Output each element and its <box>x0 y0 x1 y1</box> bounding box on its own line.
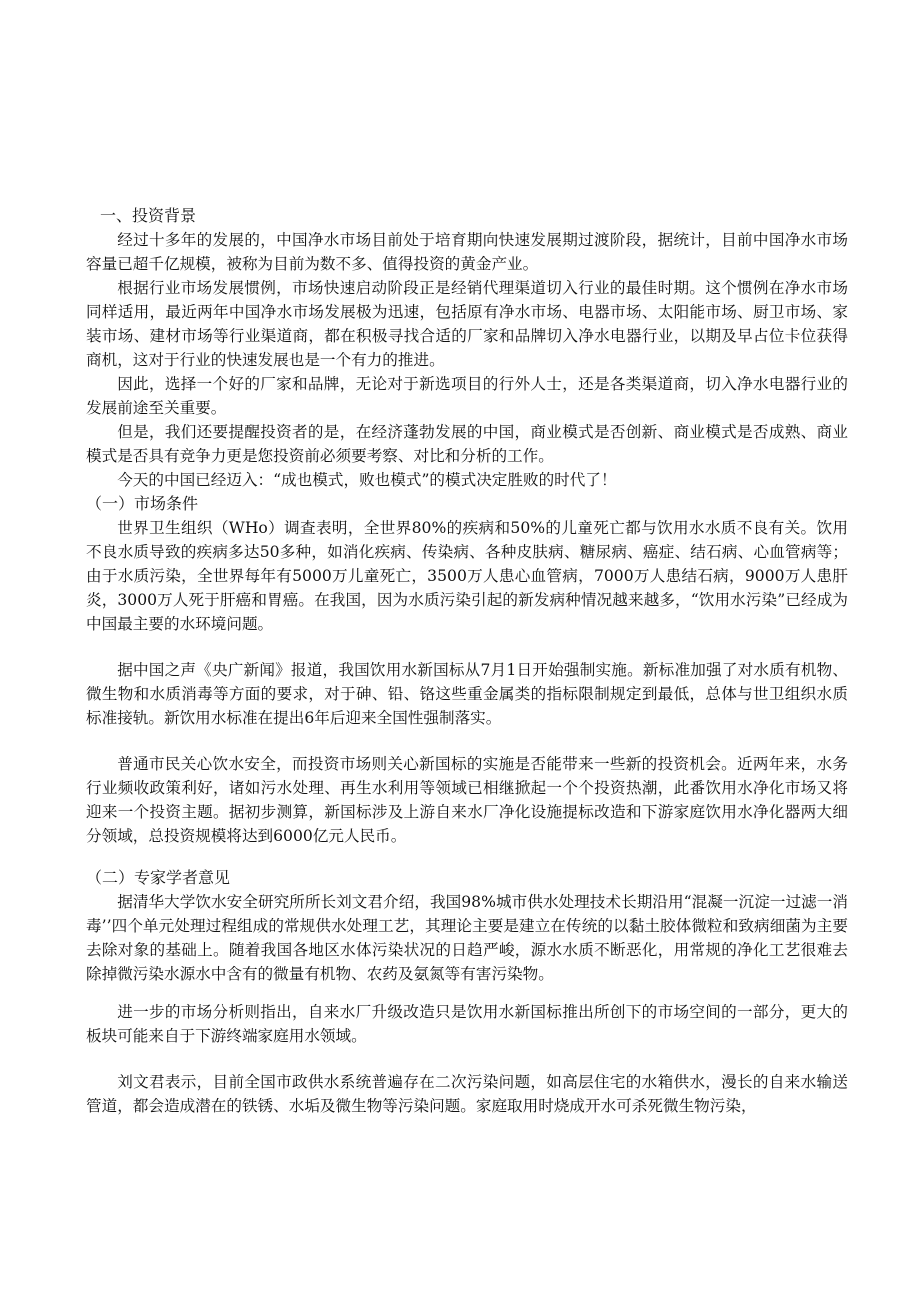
paragraph: 因此，选择一个好的厂家和品牌，无论对于新选项目的行外人士，还是各类渠道商，切入净水电器行业的发展前途至关重要。 <box>86 375 848 417</box>
document-body <box>86 204 848 1118</box>
paragraph: 普通市民关心饮水安全，而投资市场则关心新国标的实施是否能带来一些新的投资机会。近两年来，水务行业频收政策利好，诸如污水处理、再生水利用等领域已相继掀起一个个投资热潮，此番饮用水净化市场又将迎来一个投资主题。据初步测算，新国标涉及上游自来水厂净化设施提标改造和下游家庭饮用水净化器两大细分领域，总投资规模将达到6000亿元人民币。 <box>86 755 848 845</box>
paragraph: 据中国之声《央广新闻》报道，我国饮用水新国标从7月1日开始强制实施。新标准加强了对水质有机物、微生物和水质消毒等方面的要求，对于砷、铅、铬这些重金属类的指标限制规定到最低，总体与世卫组织水质标准接轨。新饮用水标准在提出6年后迎来全国性强制落实。 <box>86 661 848 727</box>
paragraph: 刘文君表示，目前全国市政供水系统普遍存在二次污染问题，如高层住宅的水箱供水，漫长的自来水输送管道，都会造成潜在的铁锈、水垢及微生物等污染问题。家庭取用时烧成开水可杀死微生物污染， <box>86 1073 848 1115</box>
paragraph: 经过十多年的发展的，中国净水市场目前处于培育期向快速发展期过渡阶段，据统计，目前中国净水市场容量已超千亿规模，被称为目前为数不多、值得投资的黄金产业。 <box>86 231 848 273</box>
section-heading-investment-background: 一、投资背景 <box>100 206 197 225</box>
subsection-heading-expert-opinions: （二）专家学者意见 <box>86 868 231 887</box>
paragraph: 今天的中国已经迈入：“成也模式，败也模式”的模式决定胜败的时代了！ <box>117 471 617 489</box>
paragraph: 但是，我们还要提醒投资者的是，在经济蓬勃发展的中国，商业模式是否创新、商业模式是否成熟、商业模式是否具有竞争力更是您投资前必须要考察、对比和分析的工作。 <box>86 423 848 465</box>
paragraph: 世界卫生组织（WHo）调查表明，全世界80%的疾病和50%的儿童死亡都与饮用水水质不良有关。饮用不良水质导致的疾病多达50多种，如消化疾病、传染病、各种皮肤病、糖尿病、癌症、结石病、心血管病等；由于水质污染，全世界每年有5000万儿童死亡，3500万人患心血管病，7000万人患结石病，9000万人患肝炎，3000万人死于肝癌和胃癌。在我国，因为水质污染引起的新发病种情况越来越多，“饮用水污染”已经成为中国最主要的水环境问题。 <box>86 519 848 633</box>
paragraph: 进一步的市场分析则指出，自来水厂升级改造只是饮用水新国标推出所创下的市场空间的一部分，更大的板块可能来自于下游终端家庭用水领域。 <box>86 1003 848 1045</box>
paragraph: 根据行业市场发展惯例，市场快速启动阶段正是经销代理渠道切入行业的最佳时期。这个惯例在净水市场同样适用，最近两年中国净水市场发展极为迅速，包括原有净水市场、电器市场、太阳能市场、厨卫市场、家装市场、建材市场等行业渠道商，都在积极寻找合适的厂家和品牌切入净水电器行业，以期及早占位卡位获得商机，这对于行业的快速发展也是一个有力的推进。 <box>86 279 848 369</box>
subsection-heading-market-conditions: （一）市场条件 <box>86 494 199 513</box>
paragraph: 据清华大学饮水安全研究所所长刘文君介绍，我国98%城市供水处理技术长期沿用“混凝一沉淀一过滤一消毒’’四个单元处理过程组成的常规供水处理工艺，其理论主要是建立在传统的以黏土胶体微粒和致病细菌为主要去除对象的基础上。随着我国各地区水体污染状况的日趋严峻，源水水质不断恶化，用常规的净化工艺很难去除掉微污染水源水中含有的微量有机物、农药及氨氮等有害污染物。 <box>86 893 848 983</box>
